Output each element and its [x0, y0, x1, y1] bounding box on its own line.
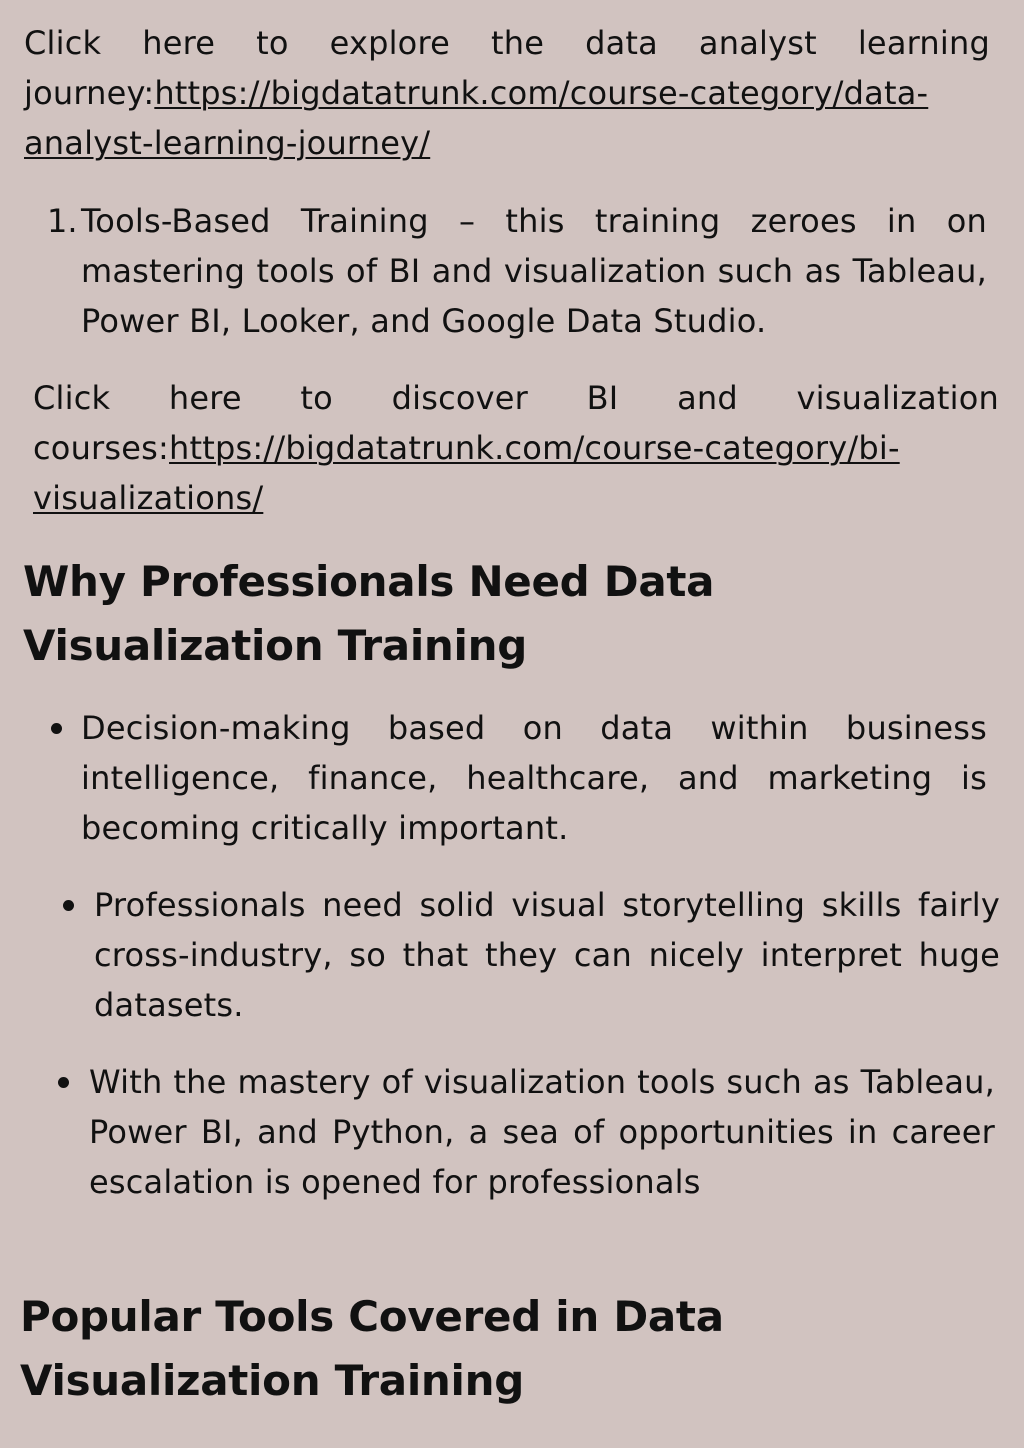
bi-courses-link[interactable]: https://bigdatatrunk.com/course-category/bi-visualizations/ — [33, 429, 900, 517]
numbered-list-item: Tools-Based Training – this training zeroes in on mastering tools of BI and visualization such as Tableau, Power BI, Looker, and Google Data Studio. — [81, 202, 987, 340]
bullet-icon — [51, 723, 62, 734]
bi-courses-paragraph — [33, 373, 999, 523]
bullet-text: Professionals need solid visual storytelling skills fairly cross-industry, so that they can nicely interpret huge datasets. — [94, 886, 1000, 1024]
data-analyst-journey-link[interactable]: https://bigdatatrunk.com/course-category/data-analyst-learning-journey/ — [24, 74, 929, 162]
section-heading-popular-tools: Popular Tools Covered in Data Visualization Training — [20, 1292, 724, 1405]
bullet-icon — [58, 1077, 69, 1088]
bullet-text: With the mastery of visualization tools such as Tableau, Power BI, and Python, a sea of opportunities in career escalation is opened for professionals — [89, 1063, 995, 1201]
intro-paragraph-data-analyst — [24, 18, 990, 168]
bullet-text: Decision-making based on data within business intelligence, finance, healthcare, and marketing is becoming critically important. — [81, 709, 987, 847]
bi-courses-text: Click here to discover BI and visualization courses: — [33, 379, 999, 467]
bullet-icon — [63, 900, 74, 911]
list-number: 1. — [47, 202, 78, 240]
section-heading-why-professionals: Why Professionals Need Data Visualization Training — [23, 557, 715, 670]
intro-text: Click here to explore the data analyst learning journey: — [24, 24, 990, 112]
